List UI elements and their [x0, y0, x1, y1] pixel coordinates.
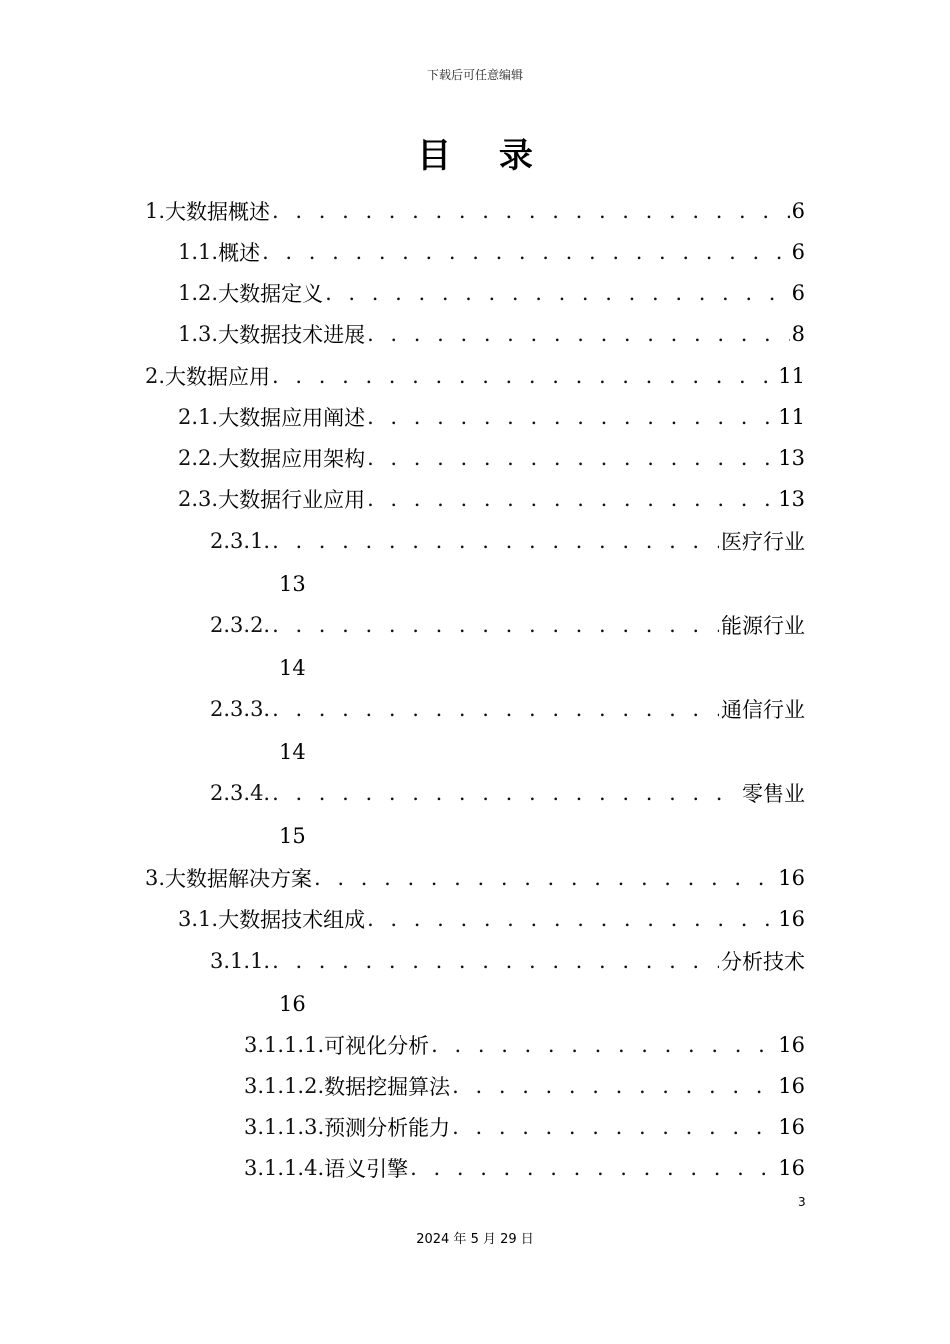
toc-entry-3-1-1-3[interactable] [244, 1107, 805, 1147]
toc-page: 13 [279, 572, 306, 596]
toc-page: 14 [279, 656, 306, 680]
toc-page: 14 [279, 740, 306, 764]
toc-label: 大数据行业应用 [218, 488, 366, 512]
toc-page: 15 [279, 824, 306, 848]
toc-entry-3[interactable] [145, 858, 805, 898]
toc-number: 3. [145, 866, 166, 890]
toc-entry-2[interactable] [145, 356, 805, 396]
toc-page: 13 [778, 446, 805, 470]
toc-leader [367, 487, 776, 511]
toc-entry-3-1-1-4[interactable] [244, 1148, 805, 1188]
toc-page: 16 [778, 1156, 805, 1180]
toc-page: 16 [778, 1074, 805, 1098]
toc-label: 大数据应用阐述 [218, 406, 366, 430]
toc-label: 大数据概述 [165, 200, 271, 224]
toc-entry-2-3-1[interactable] [210, 521, 805, 561]
toc-number: 3.1. [178, 907, 219, 931]
toc-number: 2.3.3. [210, 697, 271, 721]
toc-label: 可视化分析 [324, 1034, 430, 1058]
toc-entry-2-3-2[interactable] [210, 605, 805, 645]
toc-leader [262, 240, 790, 264]
toc-entry-2-3[interactable] [178, 479, 805, 519]
toc-number: 3.1.1.2. [244, 1074, 325, 1098]
toc-leader [367, 322, 790, 346]
toc-number: 2.1. [178, 405, 219, 429]
toc-page: 11 [778, 364, 805, 388]
toc-entry-1[interactable] [145, 191, 805, 231]
toc-entry-2-1[interactable] [178, 397, 805, 437]
toc-label: 分析技术 [721, 950, 805, 974]
toc-leader [367, 405, 776, 429]
toc-page: 16 [778, 1115, 805, 1139]
toc-page: 16 [778, 1033, 805, 1057]
toc-label: 医疗行业 [721, 530, 805, 554]
toc-label: 大数据解决方案 [165, 867, 313, 891]
toc-label: 通信行业 [721, 698, 805, 722]
toc-entry-2-3-3[interactable] [210, 689, 805, 729]
toc-entry-3-1-1-1[interactable] [244, 1025, 805, 1065]
toc-number: 2.3.1. [210, 529, 271, 553]
toc-number: 1.1. [178, 240, 219, 264]
toc-leader [367, 446, 776, 470]
toc-number: 3.1.1.3. [244, 1115, 325, 1139]
toc-number: 1.3. [178, 322, 219, 346]
page-number: 3 [798, 1195, 806, 1209]
toc-label: 大数据定义 [218, 282, 324, 306]
toc-leader [452, 1074, 776, 1098]
toc-page: 6 [791, 240, 805, 264]
toc-number: 3.1.1.4. [244, 1156, 325, 1180]
toc-number: 2.3.4. [210, 781, 271, 805]
toc-entry-3-1-1[interactable] [210, 941, 805, 981]
toc-entry-1-1[interactable] [178, 232, 805, 272]
toc-leader [272, 364, 776, 388]
toc-label: 数据挖掘算法 [324, 1075, 451, 1099]
toc-page: 16 [778, 907, 805, 931]
page-title: 目 录 [417, 136, 551, 176]
toc-entry-2-3-4[interactable] [210, 773, 805, 813]
toc-label: 能源行业 [721, 614, 805, 638]
toc-page: 16 [778, 866, 805, 890]
toc-leader [272, 697, 719, 721]
toc-leader [272, 781, 740, 805]
toc-label: 大数据技术组成 [218, 908, 366, 932]
toc-page: 6 [791, 281, 805, 305]
toc-label: 语义引擎 [324, 1157, 409, 1181]
toc-leader [367, 907, 776, 931]
toc-number: 2.3. [178, 487, 219, 511]
toc-number: 2.2. [178, 446, 219, 470]
toc-page: 11 [778, 405, 805, 429]
toc-label: 预测分析能力 [324, 1116, 451, 1140]
toc-leader [431, 1033, 776, 1057]
footer-date: 2024 年 5 月 29 日 [416, 1232, 534, 1247]
toc-entry-1-3[interactable] [178, 314, 805, 354]
toc-number: 1.2. [178, 281, 219, 305]
toc-leader [325, 281, 790, 305]
page-header: 下载后可任意编辑 [426, 68, 523, 82]
toc-entry-2-2[interactable] [178, 438, 805, 478]
toc-leader [410, 1156, 776, 1180]
toc-leader [272, 949, 719, 973]
toc-label: 零售业 [742, 782, 805, 806]
toc-entry-3-1[interactable] [178, 899, 805, 939]
toc-entry-3-1-1-2[interactable] [244, 1066, 805, 1106]
toc-label: 大数据应用架构 [218, 447, 366, 471]
toc-page: 6 [791, 199, 805, 223]
toc-number: 3.1.1. [210, 949, 271, 973]
toc-number: 2.3.2. [210, 613, 271, 637]
toc-leader [272, 199, 790, 223]
toc-page: 16 [279, 992, 306, 1016]
toc-page: 8 [791, 322, 805, 346]
toc-page: 13 [778, 487, 805, 511]
toc-number: 1. [145, 199, 166, 223]
toc-number: 3.1.1.1. [244, 1033, 325, 1057]
toc-label: 大数据应用 [165, 365, 271, 389]
toc-label: 概述 [218, 241, 261, 265]
toc-entry-1-2[interactable] [178, 273, 805, 313]
toc-leader [314, 866, 776, 890]
toc-leader [272, 529, 719, 553]
toc-label: 大数据技术进展 [218, 323, 366, 347]
toc-number: 2. [145, 364, 166, 388]
toc-leader [272, 613, 719, 637]
toc-leader [452, 1115, 776, 1139]
